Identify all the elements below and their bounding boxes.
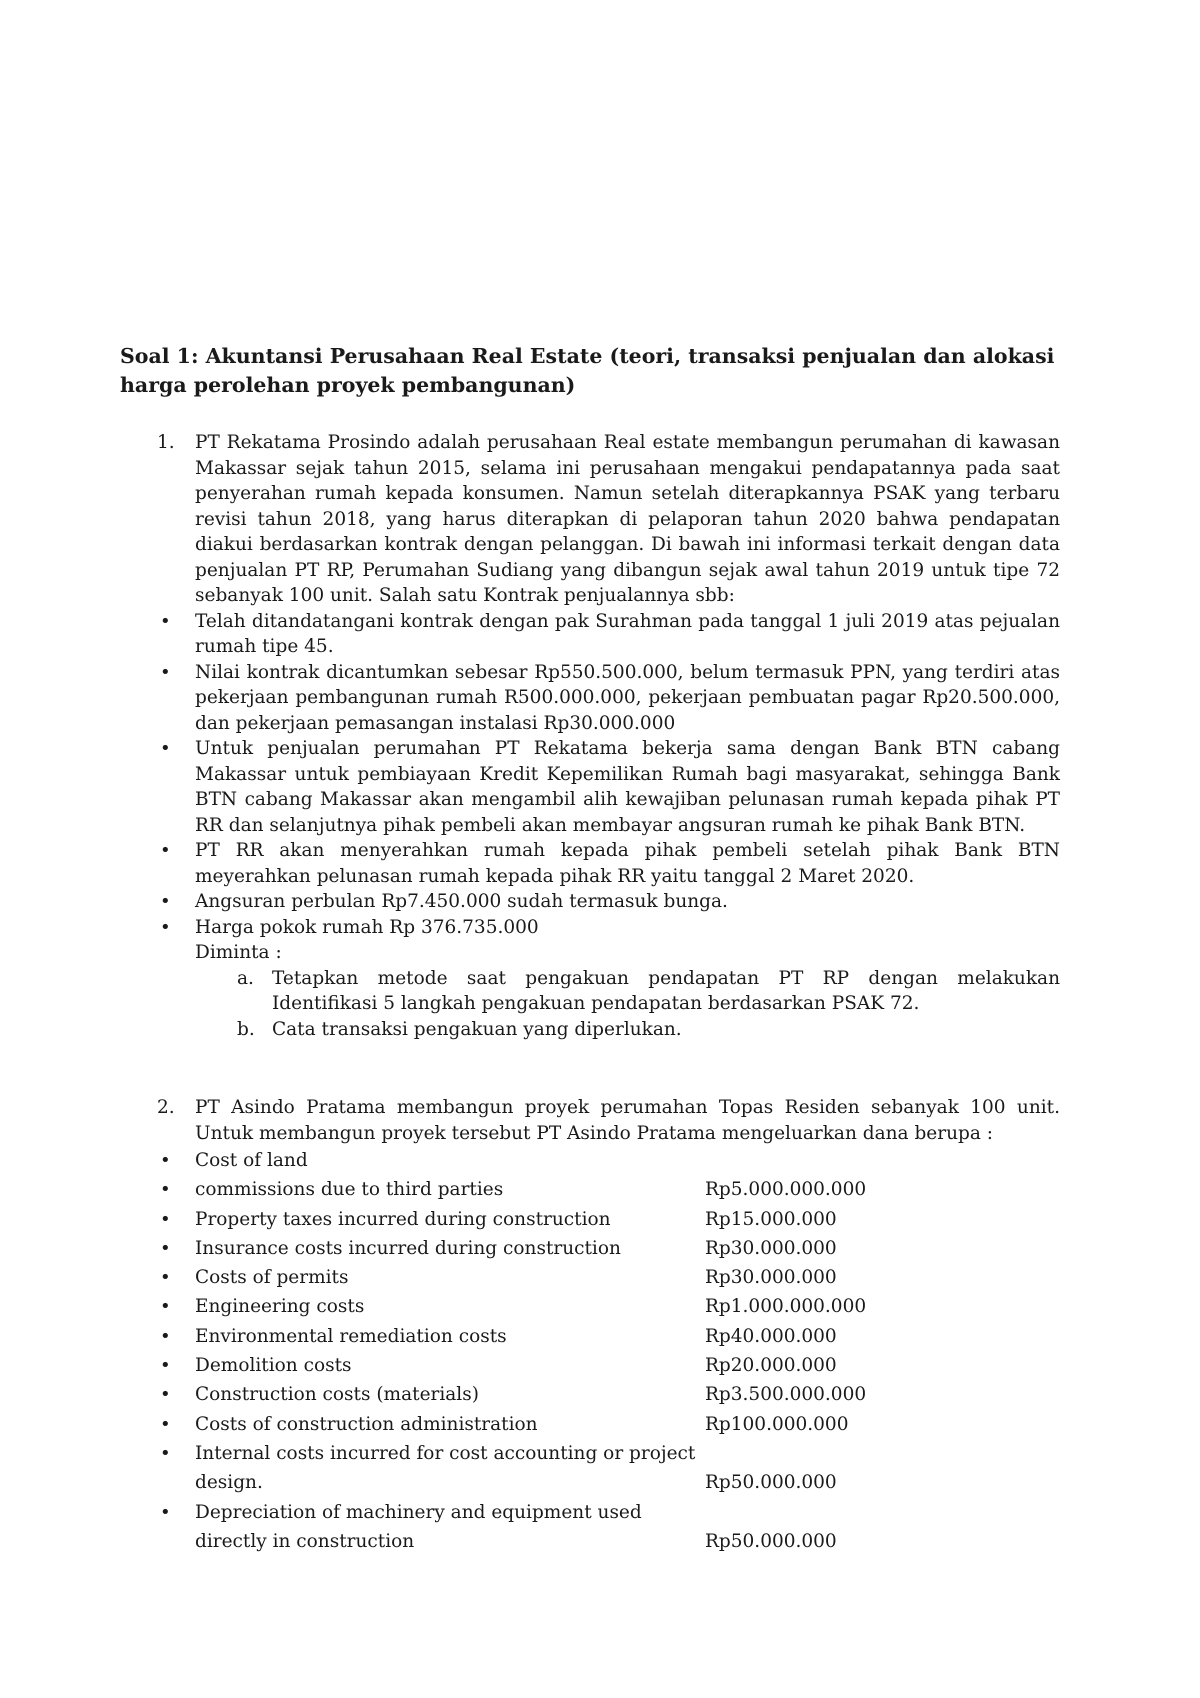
cost-amount: Rp50.000.000 — [705, 1472, 837, 1494]
cost-name: Construction costs (materials) — [195, 1384, 479, 1406]
cost-item — [124, 1292, 1060, 1321]
cost-amount: Rp30.000.000 — [705, 1237, 837, 1259]
cost-name: Costs of construction administration — [195, 1413, 538, 1435]
cost-item — [124, 1351, 1060, 1380]
task-text: Tetapkan metode saat pengakuan pendapatan PT RP dengan melakukan Identifikasi 5 langkah pengakuan pendapatan berdasarkan PSAK 72. — [272, 967, 1060, 1014]
task-label: b. — [237, 1018, 255, 1040]
cost-item — [124, 1498, 1060, 1557]
cost-name-line-1: • Internal costs incurred for cost accounting or project — [195, 1442, 696, 1464]
page-title: Soal 1: Akuntansi Perusahaan Real Estate (teori, transaksi penjualan dan alokasi harga perolehan proyek pembangunan) — [120, 344, 1055, 397]
question-1-bullet-list — [124, 609, 1060, 941]
cost-amount: Rp100.000.000 — [705, 1413, 849, 1435]
list-item: • Nilai kontrak dicantumkan sebesar Rp550.500.000, belum termasuk PPN, yang terdiri atas pekerjaan pembangunan rumah R500.000.000, pekerjaan pembuatan pagar Rp20.500.000, dan pekerjaan pemasangan instalasi Rp30.000.000 — [124, 660, 1060, 737]
cost-amount: Rp5.000.000.000 — [705, 1179, 867, 1201]
list-item: • Untuk penjualan perumahan PT Rekatama bekerja sama dengan Bank BTN cabang Makassar untuk pembiayaan Kredit Kepemilikan Rumah bagi masyarakat, sehingga Bank BTN cabang Makassar akan mengambil alih kewajiban pelunasan rumah kepada pihak PT RR dan selanjutnya pihak pembeli akan membayar angsuran rumah ke pihak Bank BTN. — [124, 736, 1060, 838]
cost-item — [124, 1205, 1060, 1234]
list-item: • PT RR akan menyerahkan rumah kepada pihak pembeli setelah pihak Bank BTN meyerahkan pelunasan rumah kepada pihak RR yaitu tanggal 2 Maret 2020. — [124, 838, 1060, 889]
task-label: a. — [237, 967, 254, 989]
cost-item — [124, 1410, 1060, 1439]
cost-item — [124, 1439, 1060, 1498]
cost-name: commissions due to third parties — [195, 1179, 504, 1201]
cost-amount: Rp15.000.000 — [705, 1208, 837, 1230]
cost-name: Property taxes incurred during construction — [195, 1208, 611, 1230]
diminta-label: Diminta : — [195, 942, 282, 963]
question-2-number: 2. — [157, 1097, 175, 1118]
cost-amount: Rp1.000.000.000 — [705, 1296, 867, 1318]
cost-name: Cost of land — [195, 1150, 308, 1171]
cost-amount: Rp30.000.000 — [705, 1267, 837, 1289]
cost-name: Demolition costs — [195, 1355, 352, 1377]
list-item: • Harga pokok rumah Rp 376.735.000 — [124, 915, 1060, 941]
task-item — [195, 966, 1060, 1017]
cost-name-line-2: directly in construction — [195, 1530, 415, 1552]
cost-item — [124, 1380, 1060, 1409]
question-2-intro: PT Asindo Pratama membangun proyek perumahan Topas Residen sebanyak 100 unit. Untuk membangun proyek tersebut PT Asindo Pratama mengeluarkan dana berupa : — [195, 1097, 1060, 1144]
list-item: • Telah ditandatangani kontrak dengan pak Surahman pada tanggal 1 juli 2019 atas pejualan rumah tipe 45. — [124, 609, 1060, 660]
cost-list — [124, 1146, 1060, 1556]
cost-name-line-2: design. — [195, 1472, 263, 1494]
cost-item — [124, 1175, 1060, 1204]
task-item — [195, 1017, 1060, 1043]
cost-item — [124, 1322, 1060, 1351]
question-2 — [195, 1095, 1060, 1556]
cost-item — [124, 1234, 1060, 1263]
cost-name: Engineering costs — [195, 1296, 365, 1318]
cost-name: Costs of permits — [195, 1267, 349, 1289]
cost-item — [124, 1146, 1060, 1175]
cost-name: Insurance costs incurred during construction — [195, 1237, 621, 1259]
question-1-intro: PT Rekatama Prosindo adalah perusahaan Real estate membangun perumahan di kawasan Makassar sejak tahun 2015, selama ini perusahaan mengakui pendapatannya pada saat penyerahan rumah kepada konsumen. Namun setelah diterapkannya PSAK yang terbaru revisi tahun 2018, yang harus diterapkan di pelaporan tahun 2020 bahwa pendapatan diakui berdasarkan kontrak dengan pelanggan. Di bawah ini informasi terkait dengan data penjualan PT RP, Perumahan Sudiang yang dibangun sejak awal tahun 2019 untuk tipe 72 sebanyak 100 unit. Salah satu Kontrak penjualannya sbb: — [195, 432, 1060, 606]
cost-name-line-1: • Depreciation of machinery and equipment used — [195, 1501, 642, 1523]
list-item: • Angsuran perbulan Rp7.450.000 sudah termasuk bunga. — [124, 889, 1060, 915]
cost-amount: Rp3.500.000.000 — [705, 1384, 867, 1406]
question-1-number: 1. — [157, 432, 175, 453]
task-text: Cata transaksi pengakuan yang diperlukan. — [272, 1018, 682, 1040]
cost-name: Environmental remediation costs — [195, 1325, 507, 1347]
cost-item — [124, 1263, 1060, 1292]
question-1 — [195, 430, 1060, 1042]
task-list — [195, 966, 1060, 1043]
cost-amount: Rp40.000.000 — [705, 1325, 837, 1347]
cost-amount: Rp20.000.000 — [705, 1355, 837, 1377]
cost-amount: Rp50.000.000 — [705, 1530, 837, 1552]
